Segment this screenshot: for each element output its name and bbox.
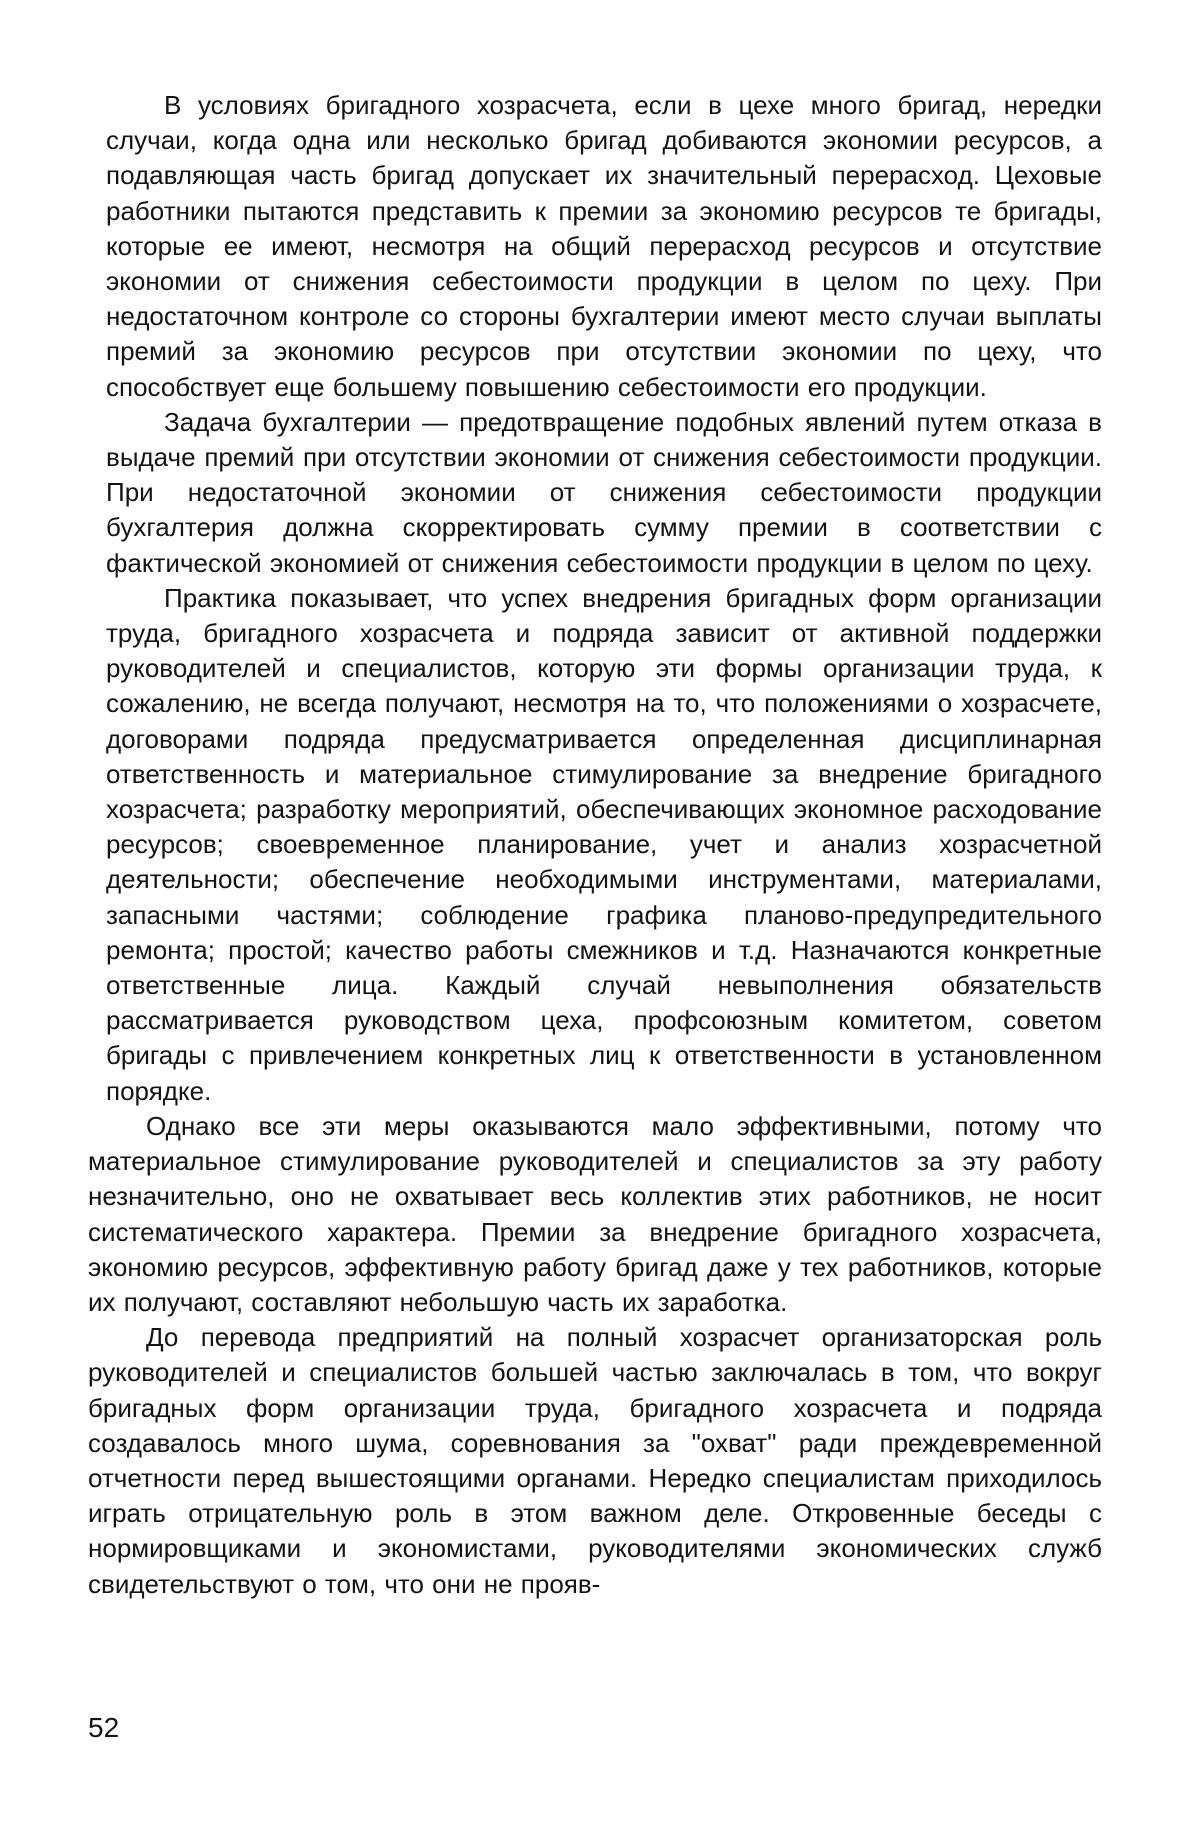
paragraph-2: Задача бухгалтерии — предотвращение подобных явлений путем отказа в выдаче премий при отсутствии экономии от снижения себестоимости продукции. При недостаточной экономии от снижения себестоимости продукции бухгалтерия должна скорректировать сумму премии в соответствии с фактической экономией от снижения себестоимости продукции в целом по цеху. [106, 406, 1102, 578]
paragraph-4: Однако все эти меры оказываются мало эффективными, потому что материальное стимулирование руководителей и специалистов за эту работу незначительно, оно не охватывает весь коллектив этих работников, не носит систематического характера. Премии за внедрение бригадного хозрасчета, экономию ресурсов, эффективную работу бригад даже у тех работников, которые их получают, составляют небольшую часть их заработка. [88, 1110, 1102, 1317]
paragraph-5: До перевода предприятий на полный хозрасчет организаторская роль руководителей и специалистов большей частью заключалась в том, что вокруг бригадных форм организации труда, бригадного хозрасчета и подряда создавалось много шума, соревнования за "охват" ради преждевременной отчетности перед вышестоящими органами. Нередко специалистам приходилось играть отрицательную роль в этом важном деле. Откровенные беседы с нормировщиками и экономистами, руководителями экономических служб свидетельствуют о том, что они не прояв- [88, 1322, 1102, 1599]
page-number: 52 [88, 1712, 120, 1743]
paragraph-1: В условиях бригадного хозрасчета, если в цехе много бригад, нередки случаи, когда одна или несколько бригад добиваются экономии ресурсов, а подавляющая часть бригад допускает их значительный перерасход. Цеховые работники пытаются представить к премии за экономию ресурсов те бригады, которые ее имеют, несмотря на общий перерасход ресурсов и отсутствие экономии от снижения себестоимости продукции в целом по цеху. При недостаточном контроле со стороны бухгалтерии имеют место случаи выплаты премий за экономию ресурсов при отсутствии экономии по цеху, что способствует еще большему повышению себестоимости его продукции. [106, 90, 1102, 402]
body-text [88, 88, 1102, 1602]
paragraph-3: Практика показывает, что успех внедрения бригадных форм организации труда, бригадного хозрасчета и подряда зависит от активной поддержки руководителей и специалистов, которую эти формы организации труда, к сожалению, не всегда получают, несмотря на то, что положениями о хозрасчете, договорами подряда предусматривается определенная дисциплинарная ответственность и материальное стимулирование за внедрение бригадного хозрасчета; разработку мероприятий, обеспечивающих экономное расходование ресурсов; своевременное планирование, учет и анализ хозрасчетной деятельности; обеспечение необходимыми инструментами, материалами, запасными частями; соблюдение графика планово-предупредительного ремонта; простой; качество работы смежников и т.д. Назначаются конкретные ответственные лица. Каждый случай невыполнения обязательств рассматривается руководством цеха, профсоюзным комитетом, советом бригады с привлечением конкретных лиц к ответственности в установленном порядке. [106, 582, 1102, 1106]
